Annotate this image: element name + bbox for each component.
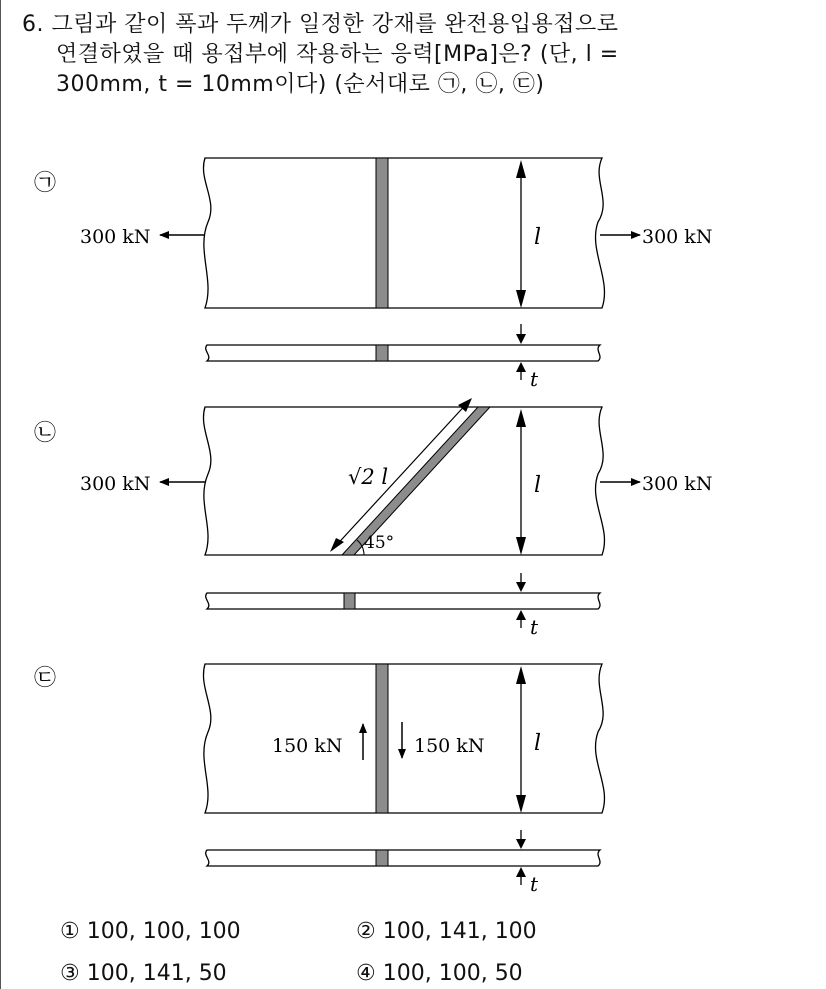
case-a-side-weld: [376, 345, 388, 361]
case-b-side-plate: [206, 593, 600, 609]
choice-3-text: 100, 141, 50: [86, 961, 227, 986]
case-c-diagram: [34, 664, 604, 896]
choice-4-number: ④: [356, 961, 376, 986]
case-a-side-plate: [206, 345, 600, 361]
case-a-right-load-label: 300 kN: [642, 226, 713, 248]
case-c-width-label: l: [534, 731, 542, 756]
choice-4[interactable]: [356, 961, 523, 986]
case-c-weld: [376, 664, 388, 813]
question-line-2: 연결하였을 때 용접부에 작용하는 응력[MPa]은? (단, l =: [56, 42, 619, 67]
case-c-thickness-label: t: [530, 872, 539, 896]
case-b-left-load-label: 300 kN: [80, 473, 151, 495]
choice-2[interactable]: [356, 919, 537, 944]
choice-1-number: ①: [60, 919, 80, 944]
question-line-3: 300mm, t = 10mm이다) (순서대로 ㉠, ㉡, ㉢): [56, 72, 545, 97]
case-b-plate: [203, 407, 604, 555]
case-a-marker: ㉠: [34, 171, 57, 196]
case-b-angle-label: 45°: [364, 533, 395, 553]
choice-1-text: 100, 100, 100: [86, 919, 241, 944]
case-b-thickness-label: t: [530, 615, 539, 639]
case-b-side-weld: [344, 593, 355, 609]
case-c-marker: ㉢: [34, 666, 57, 691]
case-c-plate: [203, 664, 604, 813]
case-a-diagram: [34, 158, 712, 391]
case-b-weld-length-label: √2 l: [348, 465, 389, 489]
choice-3[interactable]: [60, 961, 227, 986]
case-b-right-load-label: 300 kN: [642, 473, 713, 495]
case-b-width-label: l: [534, 473, 542, 498]
case-a-weld: [376, 158, 388, 308]
case-c-right-shear-label: 150 kN: [414, 735, 485, 757]
case-c-side-weld: [376, 850, 388, 866]
choice-2-number: ②: [356, 919, 376, 944]
choice-4-text: 100, 100, 50: [382, 961, 523, 986]
question-line-1: 6. 그림과 같이 폭과 두께가 일정한 강재를 완전용입용접으로: [22, 12, 619, 37]
case-a-width-label: l: [534, 225, 542, 250]
case-c-left-shear-label: 150 kN: [272, 735, 343, 757]
case-b-marker: ㉡: [34, 421, 57, 446]
case-b-diagram: [34, 398, 712, 639]
case-a-thickness-label: t: [530, 367, 539, 391]
choice-2-text: 100, 141, 100: [382, 919, 537, 944]
case-a-plate: [203, 158, 604, 308]
case-c-side-plate: [206, 850, 600, 866]
choice-1[interactable]: [60, 919, 241, 944]
choice-3-number: ③: [60, 961, 80, 986]
case-a-left-load-label: 300 kN: [80, 226, 151, 248]
